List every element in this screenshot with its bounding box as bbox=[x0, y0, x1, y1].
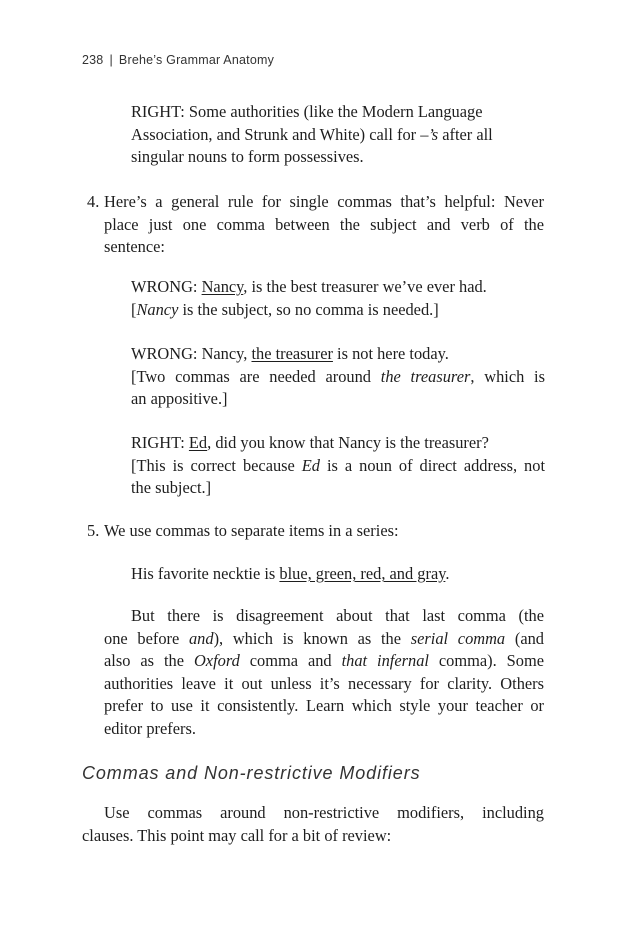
text-run: , did you know that Nancy is the treasurer? bbox=[207, 433, 489, 452]
example-note-line-2: the subject.] bbox=[131, 478, 212, 498]
paragraph-line-3 bbox=[104, 650, 544, 673]
text-run: after all bbox=[438, 124, 493, 144]
emphasis: serial comma bbox=[410, 628, 506, 648]
section-intro-paragraph bbox=[82, 802, 544, 847]
emphasis: Ed bbox=[301, 455, 321, 475]
text-run: one before bbox=[104, 628, 189, 648]
text-run: ), which is known as the bbox=[213, 628, 411, 648]
right-example-possessives bbox=[131, 101, 545, 169]
list-item-4 bbox=[104, 191, 544, 259]
emphasis: the treasurer bbox=[380, 366, 471, 386]
text-run: [This is correct because bbox=[131, 455, 302, 475]
underlined-direct-address: Ed bbox=[188, 433, 208, 452]
list-number-5: 5. bbox=[87, 521, 100, 540]
example-label: RIGHT: bbox=[131, 433, 189, 452]
wrong-example-nancy bbox=[131, 276, 545, 321]
text-run: is not here today. bbox=[332, 344, 449, 363]
text-run: . bbox=[445, 564, 450, 583]
emphasis: and bbox=[188, 628, 214, 648]
item-4-line-2: place just one comma between the subject and verb of the bbox=[104, 214, 544, 234]
right-example-line-2 bbox=[131, 124, 545, 147]
example-sentence bbox=[131, 432, 545, 455]
text-run: , which is bbox=[470, 366, 545, 386]
paragraph-line-5: prefer to use it consistently. Learn which style your teacher or bbox=[104, 696, 544, 716]
right-example-line-1: RIGHT: Some authorities (like the Modern Language bbox=[131, 102, 483, 121]
underlined-series: blue, green, red, and gray bbox=[279, 564, 446, 583]
running-header bbox=[82, 53, 274, 67]
text-run: comma and bbox=[239, 651, 342, 671]
example-sentence bbox=[131, 563, 545, 586]
right-example-ed bbox=[131, 432, 545, 500]
example-note bbox=[131, 366, 545, 389]
example-sentence bbox=[131, 343, 545, 366]
item-5-text: We use commas to separate items in a series: bbox=[104, 521, 399, 540]
section-line-2: clauses. This point may call for a bit of review: bbox=[82, 825, 392, 845]
emphasis: Oxford bbox=[193, 651, 240, 671]
paragraph-line-4: authorities leave it out unless it’s necessary for clarity. Others bbox=[104, 673, 544, 693]
series-example bbox=[131, 563, 545, 586]
section-heading: Commas and Non-restrictive Modifiers bbox=[82, 763, 421, 783]
example-sentence bbox=[131, 276, 545, 299]
list-number-4: 4. bbox=[87, 192, 100, 211]
text-run: His favorite necktie is bbox=[131, 564, 280, 583]
text-run: is a noun of direct address, not bbox=[320, 455, 545, 475]
list-item-5 bbox=[104, 520, 544, 543]
paragraph-line-1: But there is disagreement about that last comma (the bbox=[131, 606, 544, 625]
possessive-suffix: –’s bbox=[420, 124, 439, 144]
header-separator: | bbox=[109, 53, 113, 67]
right-example-line-3: singular nouns to form possessives. bbox=[131, 147, 364, 167]
emphasis: that infernal bbox=[341, 651, 429, 671]
page-number: 238 bbox=[82, 53, 104, 67]
wrong-example-treasurer bbox=[131, 343, 545, 411]
text-run: (and bbox=[505, 628, 544, 648]
underlined-subject: Nancy bbox=[201, 277, 244, 296]
text-run: is the subject, so no comma is needed.] bbox=[178, 299, 439, 319]
example-label: WRONG: bbox=[131, 277, 202, 296]
example-note bbox=[131, 455, 545, 478]
text-run: also as the bbox=[104, 651, 194, 671]
paragraph-line-6: editor prefers. bbox=[104, 718, 196, 738]
text-run: WRONG: Nancy, bbox=[131, 344, 252, 363]
text-run: [ bbox=[131, 299, 137, 319]
example-note-line-2: an appositive.] bbox=[131, 389, 228, 409]
text-run: , is the best treasurer we’ve ever had. bbox=[243, 277, 487, 296]
book-title: Brehe’s Grammar Anatomy bbox=[118, 53, 275, 67]
item-4-line-1: Here’s a general rule for single commas that’s helpful: Never bbox=[104, 192, 544, 211]
item-4-line-3: sentence: bbox=[104, 237, 165, 257]
underlined-appositive: the treasurer bbox=[251, 344, 333, 363]
text-run: Association, and Strunk and White) call for bbox=[131, 124, 421, 144]
serial-comma-paragraph bbox=[104, 605, 544, 741]
emphasis: Nancy bbox=[136, 299, 179, 319]
paragraph-line-2 bbox=[104, 628, 544, 651]
text-run: comma). Some bbox=[428, 651, 545, 671]
text-run: [Two commas are needed around bbox=[131, 366, 381, 386]
section-line-1: Use commas around non-restrictive modifiers, including bbox=[104, 803, 544, 822]
example-note bbox=[131, 299, 545, 322]
